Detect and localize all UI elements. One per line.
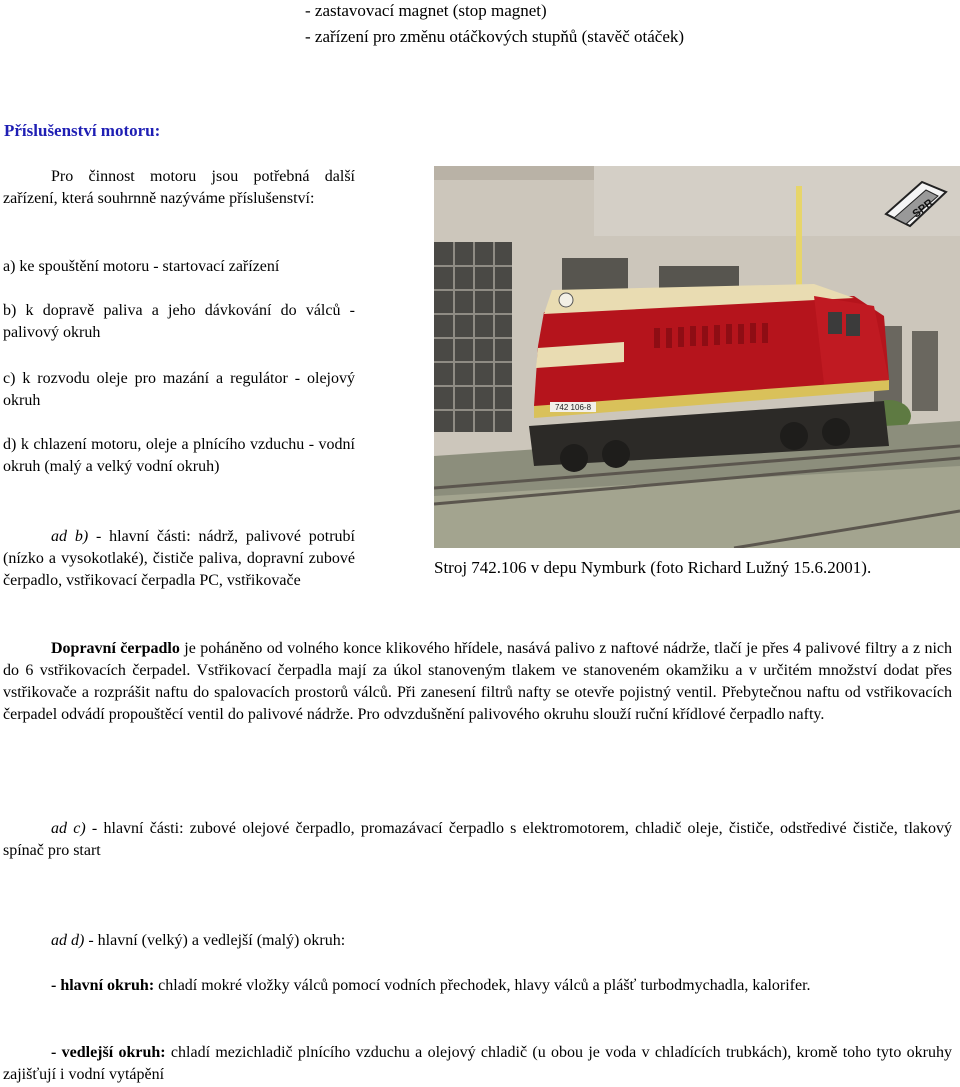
ad-c-label: ad c) [51, 820, 86, 837]
ad-c-paragraph [3, 818, 952, 862]
ad-d-text: - hlavní (velký) a vedlejší (malý) okruh: [84, 932, 346, 949]
ad-d-paragraph [3, 930, 952, 952]
main-circuit-text: chladí mokré vložky válců pomocí vodních přechodek, hlavy válců a plášť turbodmychadla, kalorifer. [154, 977, 811, 994]
intro-text: Pro činnost motoru jsou potřebná další zařízení, která souhrnně nazýváme příslušenství: [3, 168, 355, 207]
ad-b-label: ad b) [51, 528, 89, 545]
list-item-text: d) k chlazení motoru, oleje a plnícího vzduchu - vodní okruh (malý a velký vodní okruh) [3, 436, 355, 475]
ad-b-paragraph [3, 526, 355, 592]
number-plate: 742 106-8 [554, 403, 592, 412]
side-circuit-term: - vedlejší okruh: [51, 1044, 166, 1061]
pump-paragraph-text: je poháněno od volného konce klikového hřídele, nasává palivo z naftové nádrže, tlačí je přes 4 palivové filtry a z nich do 6 vstřikovacích čerpadel. Vstřikovací čerpadla mají za úkol stanoveným tlakem ve stanoveném okamžiku a v určitém množství dodat přes vstřikovače a rozprášit naftu do spalovacích prostorů válců. Při zanesení filtrů nafty se otevře pojistný ventil. Přebytečnou naftu od vstřikovacích čerpadel odvádí propouštěcí ventil do palivové nádrže. Pro odvzdušnění palivového okruhu slouží ruční křídlové čerpadlo nafty. [3, 640, 952, 723]
list-item-text: c) k rozvodu oleje pro mazání a regulátor - olejový okruh [3, 370, 355, 409]
bullet-stop-magnet: - zastavovací magnet (stop magnet) [305, 1, 547, 20]
pump-paragraph-term: Dopravní čerpadlo [51, 640, 180, 657]
pump-paragraph [3, 638, 952, 726]
main-circuit-term: - hlavní okruh: [51, 977, 155, 994]
depot-window-left [434, 242, 512, 432]
list-item-b [3, 300, 355, 344]
ad-d-label: ad d) [51, 932, 85, 949]
ad-c-text: - hlavní části: zubové olejové čerpadlo, promazávací čerpadlo s elektromotorem, chladič oleje, čističe, odstředivé čističe, tlakový spínač pro start [3, 820, 953, 859]
side-circuit-paragraph [3, 1042, 952, 1086]
list-item-d [3, 434, 355, 478]
intro-paragraph [3, 166, 355, 210]
bullet-speed-control: - zařízení pro změnu otáčkových stupňů (stavěč otáček) [305, 27, 685, 46]
ad-b-text: - hlavní části: nádrž, palivové potrubí (nízko a vysokotlaké), čističe paliva, dopravní zubové čerpadlo, vstřikovací čerpadla PC, vstřikovače [3, 528, 356, 589]
list-item-c [3, 368, 355, 412]
section-heading: Příslušenství motoru: [4, 121, 161, 140]
locomotive [529, 284, 889, 472]
list-item-text: b) k dopravě paliva a jeho dávkování do válců - palivový okruh [3, 302, 355, 341]
locomotive-photo [434, 166, 960, 548]
side-circuit-text: chladí mezichladič plnícího vzduchu a olejový chladič (u obou je voda v chladících trubkách), kromě toho tyto okruhy zajišťují i vodní vytápění [3, 1044, 953, 1083]
logo-text: SPR [910, 196, 936, 221]
main-circuit-paragraph [3, 975, 952, 997]
list-item-a [3, 256, 355, 278]
list-item-text: a) ke spouštění motoru - startovací zařízení [3, 258, 280, 275]
photo-caption: Stroj 742.106 v depu Nymburk (foto Richard Lužný 15.6.2001). [434, 558, 872, 577]
